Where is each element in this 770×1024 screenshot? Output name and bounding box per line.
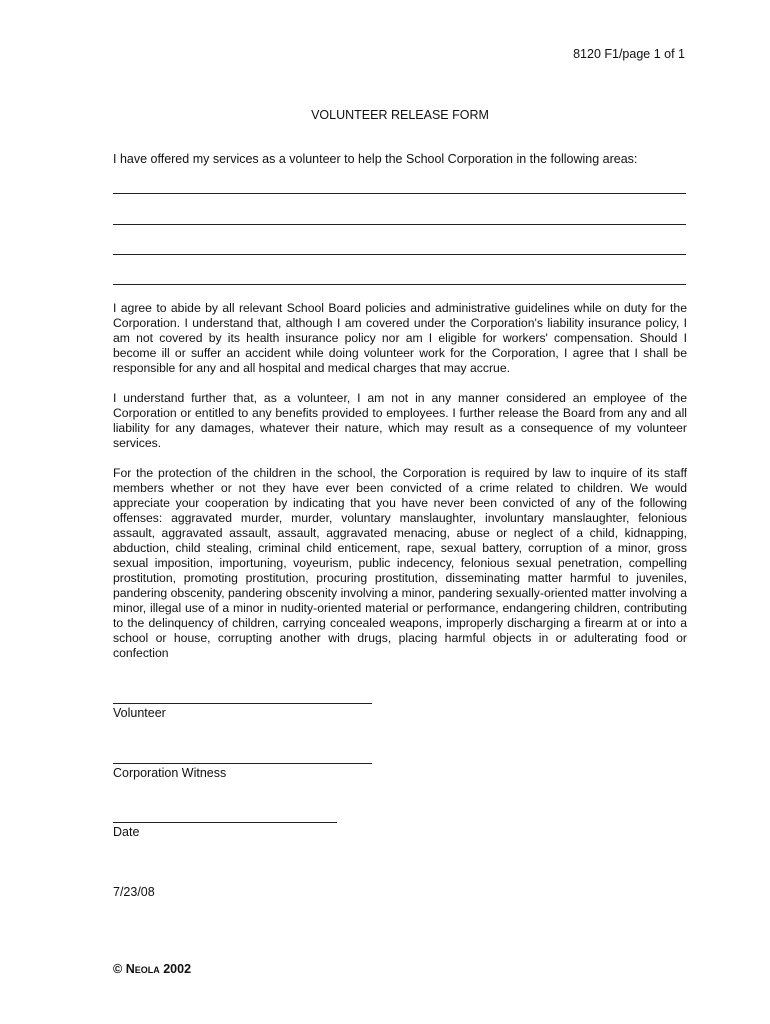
volunteer-label: Volunteer [113, 706, 166, 720]
volunteer-signature-line[interactable] [113, 703, 372, 704]
copyright-footer [113, 962, 191, 976]
offenses-paragraph: For the protection of the children in the school, the Corporation is required by law to inquire of its staff members whether or not they have ever been convicted of a crime related to children. We would appreciate your cooperation by indicating that you have never been convicted of any of the following offenses: aggravated murder, murder, voluntary manslaughter, involuntary manslaughter, felonious assault, aggravated assault, assault, aggravated menacing, abuse or neglect of a child, kidnapping, abduction, child stealing, criminal child enticement, rape, sexual battery, corruption of a minor, gross sexual imposition, importuning, voyeurism, public indecency, felonious sexual penetration, compelling prostitution, promoting prostitution, procuring prostitution, disseminating matter harmful to juveniles, pandering obscenity, pandering obscenity involving a minor, pandering sexually-oriented matter involving a minor, illegal use of a minor in nudity-oriented material or performance, endangering children, contributing to the delinquency of children, carrying concealed weapons, improperly discharging a firearm at or into a school or house, corrupting another with drugs, placing harmful objects in or adulterating food or confection [113, 466, 687, 660]
revision-date: 7/23/08 [113, 885, 155, 899]
publisher-name: Neola [125, 962, 160, 976]
copyright-icon: © [113, 962, 123, 976]
witness-label: Corporation Witness [113, 766, 227, 780]
policy-paragraph: I agree to abide by all relevant School Board policies and administrative guidelines while on duty for the Corporation. I understand that, although I am covered under the Corporation's liability insurance policy, I am not covered by its health insurance policy nor am I eligible for workers' compensation. Should I become ill or suffer an accident while doing volunteer work for the Corporation, I agree that I shall be responsible for any and all hospital and medical charges that may accrue. [113, 301, 687, 375]
page-reference: 8120 F1/page 1 of 1 [573, 47, 685, 61]
service-area-line-3[interactable] [113, 254, 686, 255]
service-area-line-2[interactable] [113, 224, 686, 225]
date-label: Date [113, 825, 140, 839]
witness-signature-line[interactable] [113, 763, 372, 764]
form-title: VOLUNTEER RELEASE FORM [311, 108, 489, 122]
intro-text: I have offered my services as a volunteer to help the School Corporation in the following areas: [113, 152, 638, 166]
date-line[interactable] [113, 822, 337, 823]
service-area-line-4[interactable] [113, 284, 686, 285]
liability-paragraph: I understand further that, as a volunteer, I am not in any manner considered an employee of the Corporation or entitled to any benefits provided to employees. I further release the Board from any and all liability for any damages, whatever their nature, which may result as a consequence of my volunteer services. [113, 391, 687, 450]
copyright-year: 2002 [163, 962, 192, 976]
service-area-line-1[interactable] [113, 193, 686, 194]
